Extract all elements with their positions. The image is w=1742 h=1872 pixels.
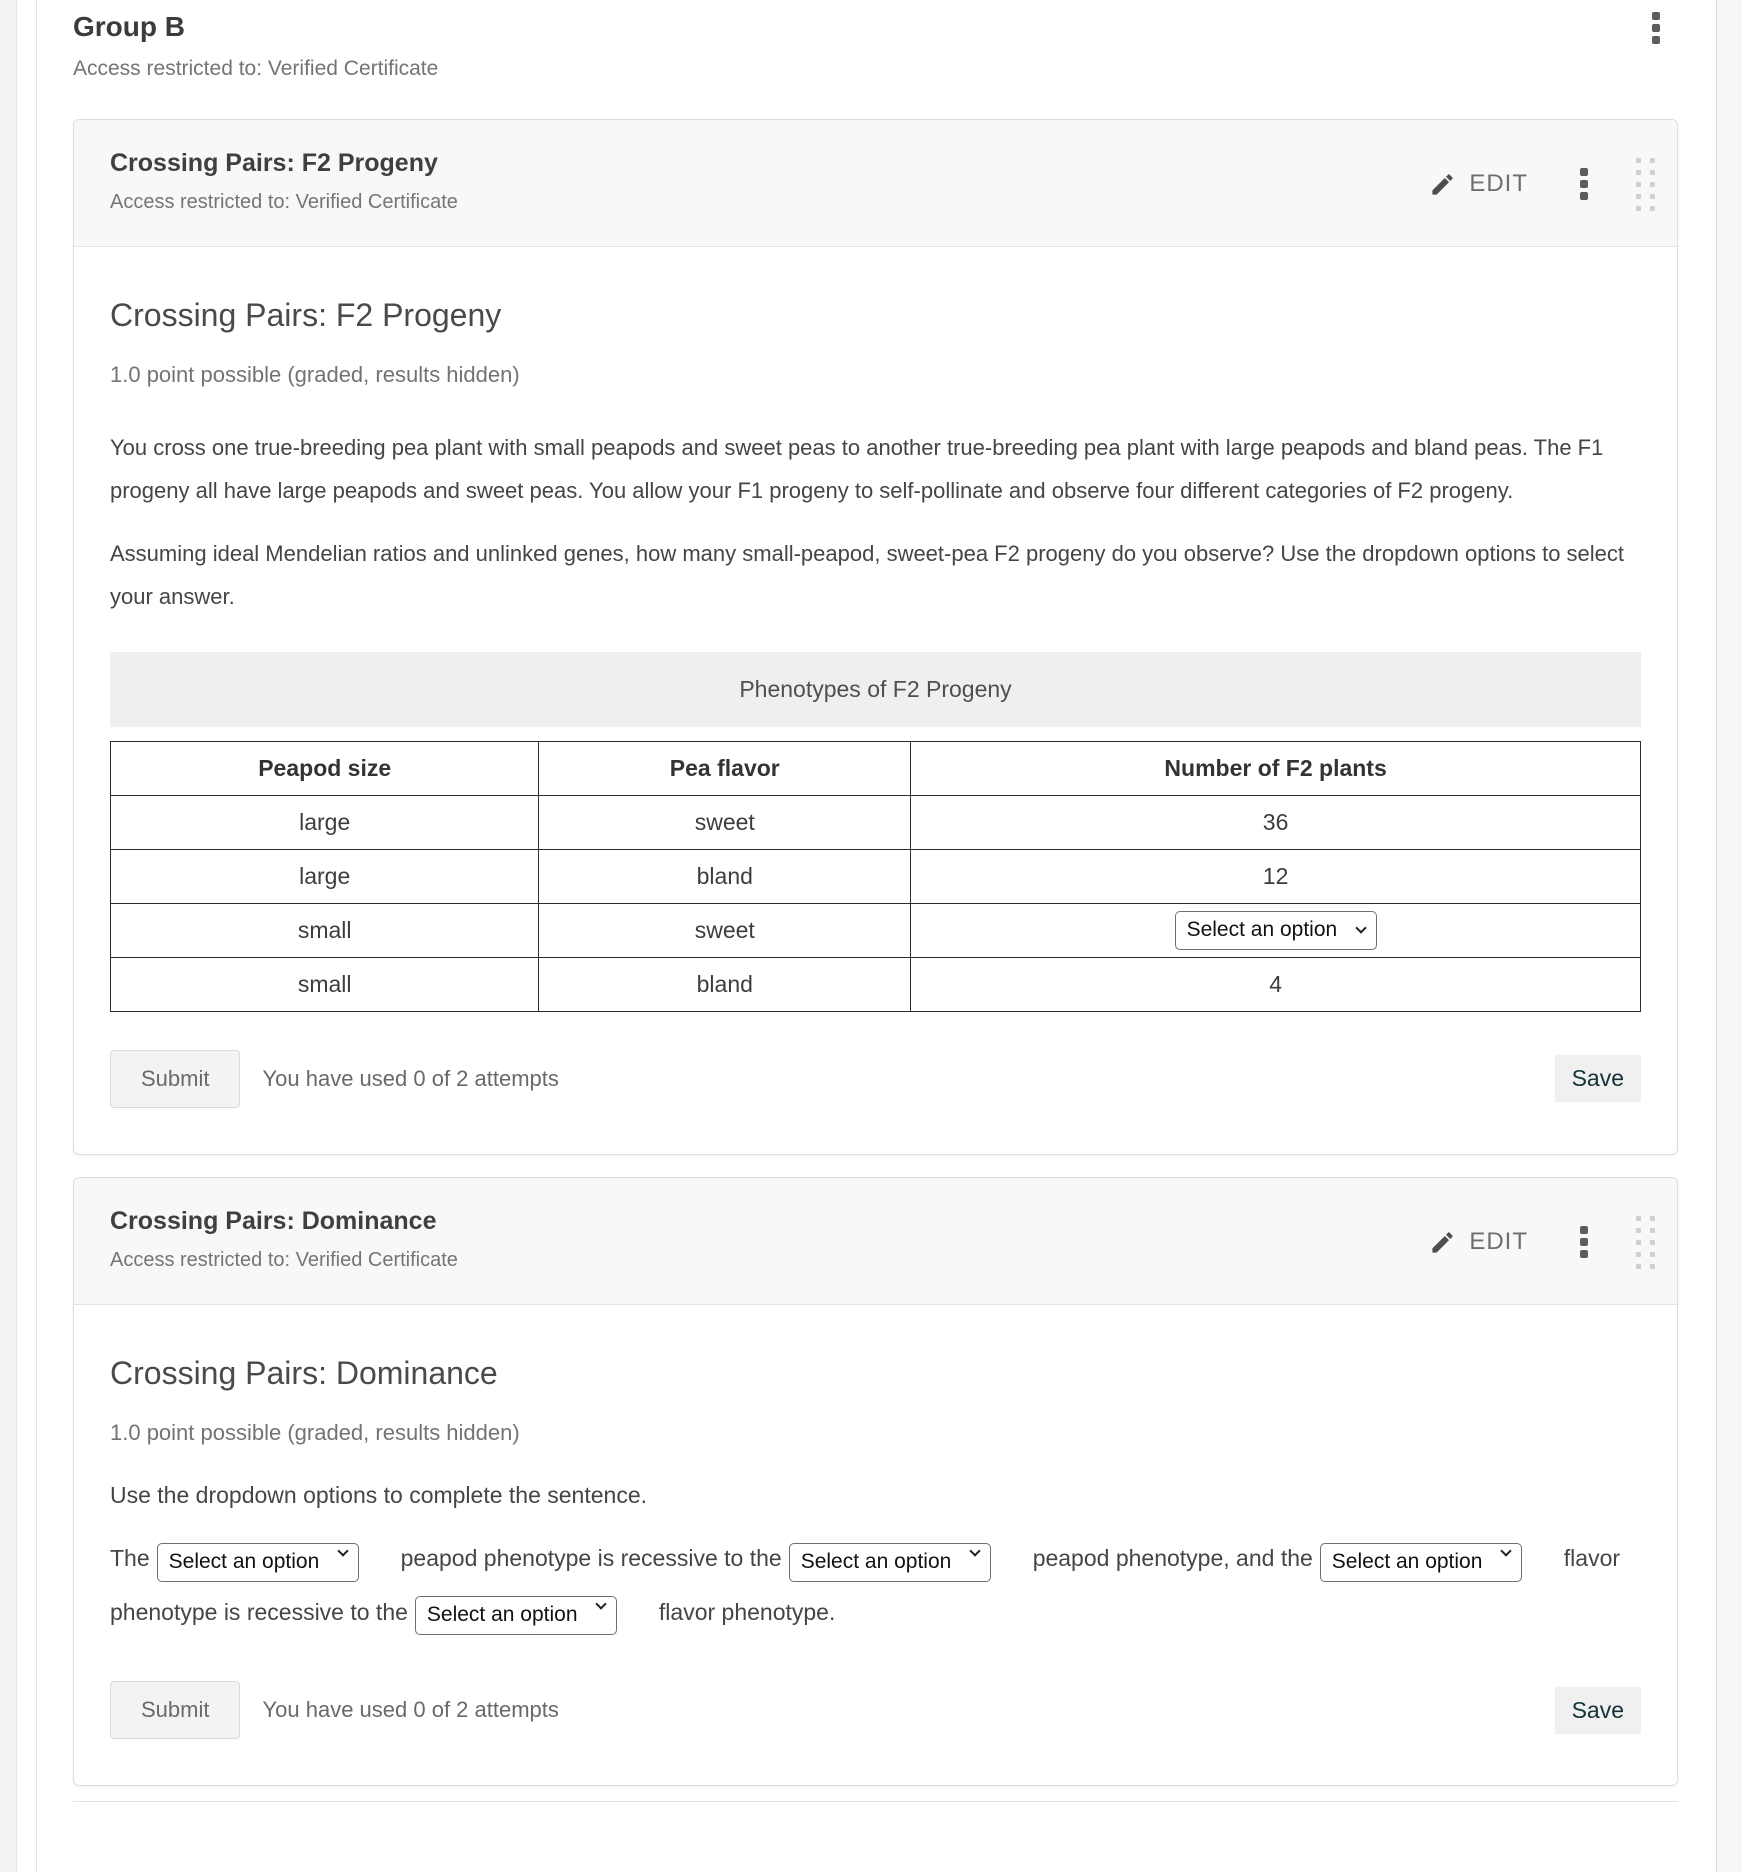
sentence-text: The [110,1544,150,1571]
cell-size: large [111,795,539,849]
cell-flavor: sweet [539,795,911,849]
sentence-text: flavor phenotype is recessive to the [110,1544,1621,1625]
edit-label: EDIT [1469,1228,1528,1256]
problem-actions [110,1681,1641,1739]
problem-instruction: Use the dropdown options to complete the sentence. [110,1481,648,1508]
phenotype-table [110,741,1641,1012]
table-row [111,849,1641,903]
pencil-icon [1429,1229,1456,1256]
cell-count-select [911,903,1641,957]
problem-title: Crossing Pairs: Dominance [110,1354,498,1391]
component-access-note: Access restricted to: Verified Certificate [110,190,458,213]
cell-size: large [111,849,539,903]
component-header [74,120,1677,247]
save-button[interactable]: Save [1555,1687,1641,1734]
problem-paragraph: Assuming ideal Mendelian ratios and unlinked genes, how many small-peapod, sweet-pea F2 progeny do you observe? Use the dropdown options to select your answer. [110,540,1625,609]
group-title: Group B [73,11,185,42]
sentence-text: peapod phenotype, and [1032,1544,1275,1571]
table-row [111,795,1641,849]
component-header [74,1178,1677,1305]
panel-left-border [36,0,37,1872]
submit-button[interactable]: Submit [110,1050,240,1108]
drag-handle-icon[interactable] [1634,156,1657,213]
kebab-menu-icon[interactable] [1576,1222,1592,1262]
col-header-peapod-size: Peapod size [111,741,539,795]
unit-content [73,0,1678,1802]
col-header-number-f2: Number of F2 plants [911,741,1641,795]
group-access-note: Access restricted to: Verified Certificate [73,56,439,80]
peapod-dominant-select[interactable] [789,1543,991,1582]
component-title: Crossing Pairs: F2 Progeny [110,148,438,177]
next-component-top-edge [73,1801,1678,1802]
cell-count: 4 [911,957,1641,1011]
cell-count: 12 [911,849,1641,903]
col-header-pea-flavor: Pea flavor [539,741,911,795]
cell-count: 36 [911,795,1641,849]
problem-actions [110,1050,1641,1108]
table-caption: Phenotypes of F2 Progeny [110,652,1641,727]
flavor-dominant-select[interactable] [415,1596,617,1635]
f2-count-select[interactable] [1175,911,1377,950]
points-note: 1.0 point possible (graded, results hidden) [110,1419,520,1445]
sentence-text: flavor phenotype. [658,1598,836,1625]
component-controls [1423,1214,1657,1271]
component-header-text [110,1206,458,1272]
cell-size: small [111,903,539,957]
save-button[interactable]: Save [1555,1055,1641,1102]
edit-button[interactable] [1423,169,1534,199]
component-header-text [110,148,458,214]
component-title: Crossing Pairs: Dominance [110,1206,437,1235]
flavor-recessive-select[interactable] [1320,1543,1522,1582]
page-right-gutter [1717,0,1742,1872]
problem-title: Crossing Pairs: F2 Progeny [110,296,502,333]
cell-flavor: bland [539,957,911,1011]
problem-body [74,1305,1677,1786]
sentence-text: peapod phenotype is recessive to the [400,1544,782,1571]
page-left-gutter [0,0,17,1872]
dropdown-sentence [110,1532,1641,1640]
cell-flavor: sweet [539,903,911,957]
component-card-f2-progeny [73,119,1678,1155]
problem-paragraph: You cross one true-breeding pea plant with small peapods and sweet peas to another true-breeding pea plant with large peapods and bland peas. The F1 progeny all have large peapods and sweet peas. You allow your F1 progeny to self-pollinate and observe four different categories of F2 progeny. [110,434,1604,503]
component-controls [1423,156,1657,213]
component-card-dominance [73,1177,1678,1787]
peapod-recessive-select[interactable] [157,1543,359,1582]
kebab-menu-icon[interactable] [1576,164,1592,204]
cell-flavor: bland [539,849,911,903]
attempts-note: You have used 0 of 2 attempts [262,1697,559,1723]
pencil-icon [1429,171,1456,198]
drag-handle-icon[interactable] [1634,1214,1657,1271]
group-header [73,0,1678,81]
table-row [111,903,1641,957]
sentence-text: the [1280,1544,1313,1571]
table-row [111,957,1641,1011]
component-access-note: Access restricted to: Verified Certificate [110,1248,458,1271]
edit-label: EDIT [1469,170,1528,198]
kebab-menu-icon[interactable] [1648,8,1664,48]
attempts-note: You have used 0 of 2 attempts [262,1065,559,1091]
cell-size: small [111,957,539,1011]
edit-button[interactable] [1423,1227,1534,1257]
submit-button[interactable]: Submit [110,1681,240,1739]
points-note: 1.0 point possible (graded, results hidden) [110,361,520,387]
problem-body [74,247,1677,1154]
table-header-row [111,741,1641,795]
